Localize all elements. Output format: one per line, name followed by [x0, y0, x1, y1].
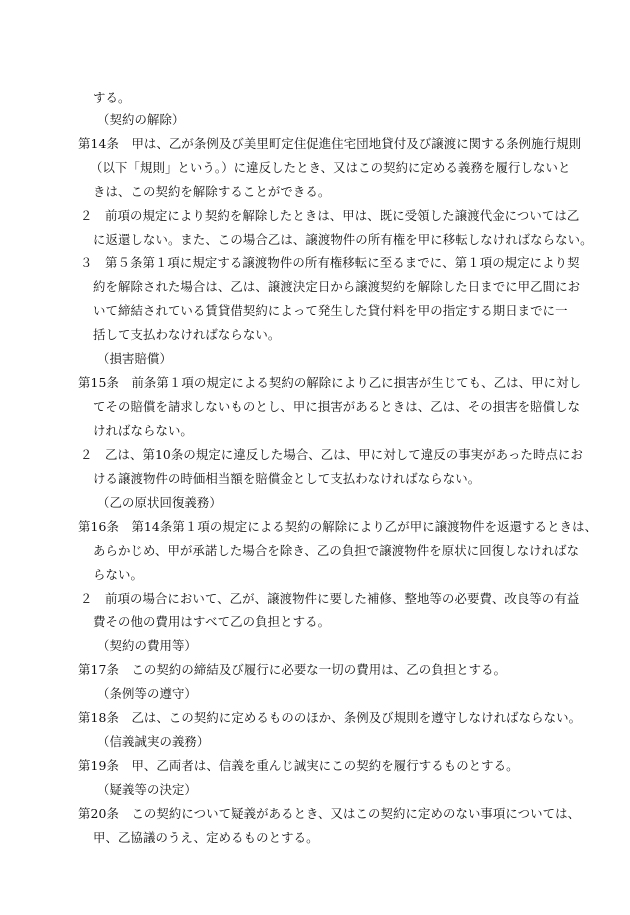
article-15-clause-2: ける譲渡物件の時価相当額を賠償金として支払わなければならない。 [93, 471, 481, 486]
article-14-clause-3: 約を解除された場合は、乙は、譲渡決定日から譲渡契約を解除した日までに甲乙間にお [93, 279, 581, 294]
article-15-line: 第15条 前条第１項の規定による契約の解除により乙に損害が生じても、乙は、甲に対し [78, 375, 582, 390]
article-16-line: 第16条 第14条第１項の規定による契約の解除により乙が甲に譲渡物件を返還するときは、 [78, 519, 598, 534]
article-16-line: あらかじめ、甲が承諾した場合を除き、乙の負担で譲渡物件を原状に回復しなければな [93, 543, 580, 558]
article-20-line: 第20条 この契約について疑義があるとき、又はこの契約に定めのない事項については、 [78, 806, 581, 821]
article-14-clause-3: ３ 第５条第１項に規定する譲渡物件の所有権移転に至るまでに、第１項の規定により契 [80, 255, 580, 270]
article-14-clause-3: いて締結されている賃貸借契約によって発生した貸付料を甲の指定する期日までに一 [93, 303, 568, 318]
article-16-clause-2: 費その他の費用はすべて乙の負担とする。 [93, 614, 331, 629]
article-14-clause-2: ２ 前項の規定により契約を解除したときは、甲は、既に受領した譲渡代金については乙 [80, 208, 580, 223]
article-18-line: 第18条 乙は、この契約に定めるもののほか、条例及び規則を遵守しなければならない。 [78, 710, 582, 725]
article-heading: （条例等の遵守） [97, 686, 197, 701]
article-heading: （損害賠償） [97, 351, 172, 366]
article-14-line: 第14条 甲は、乙が条例及び美里町定住促進住宅団地貸付及び譲渡に関する条例施行規則 [78, 136, 582, 151]
line-continuation: する。 [93, 90, 131, 105]
article-heading: （信義誠実の義務） [97, 734, 210, 749]
article-16-clause-2: ２ 前項の場合において、乙が、譲渡物件に要した補修、整地等の必要費、改良等の有益 [80, 591, 580, 606]
article-15-line: てその賠償を請求しないものとし、甲に損害があるときは、乙は、その損害を賠償しな [93, 399, 581, 414]
article-14-clause-3: 括して支払わなければならない。 [93, 327, 281, 342]
article-15-clause-2: ２ 乙は、第10条の規定に違反した場合、乙は、甲に対して違反の事実があった時点にお [80, 447, 583, 462]
article-14-clause-2: に返還しない。また、この場合乙は、譲渡物件の所有権を甲に移転しなければならない。 [93, 232, 593, 247]
article-14-line: （以下「規則」という。）に違反したとき、又はこの契約に定める義務を履行しないと [90, 160, 571, 175]
article-15-line: ければならない。 [93, 423, 193, 438]
article-heading: （乙の原状回復義務） [97, 495, 222, 510]
article-14-line: きは、この契約を解除することができる。 [93, 184, 331, 199]
article-heading: （疑義等の決定） [97, 782, 197, 797]
article-heading: （契約の解除） [97, 112, 185, 127]
article-19-line: 第19条 甲、乙両者は、信義を重んじ誠実にこの契約を履行するものとする。 [78, 758, 519, 773]
article-heading: （契約の費用等） [97, 638, 197, 653]
article-17-line: 第17条 この契約の締結及び履行に必要な一切の費用は、乙の負担とする。 [78, 662, 507, 677]
article-16-line: らない。 [93, 567, 143, 582]
article-20-line: 甲、乙協議のうえ、定めるものとする。 [93, 830, 319, 845]
